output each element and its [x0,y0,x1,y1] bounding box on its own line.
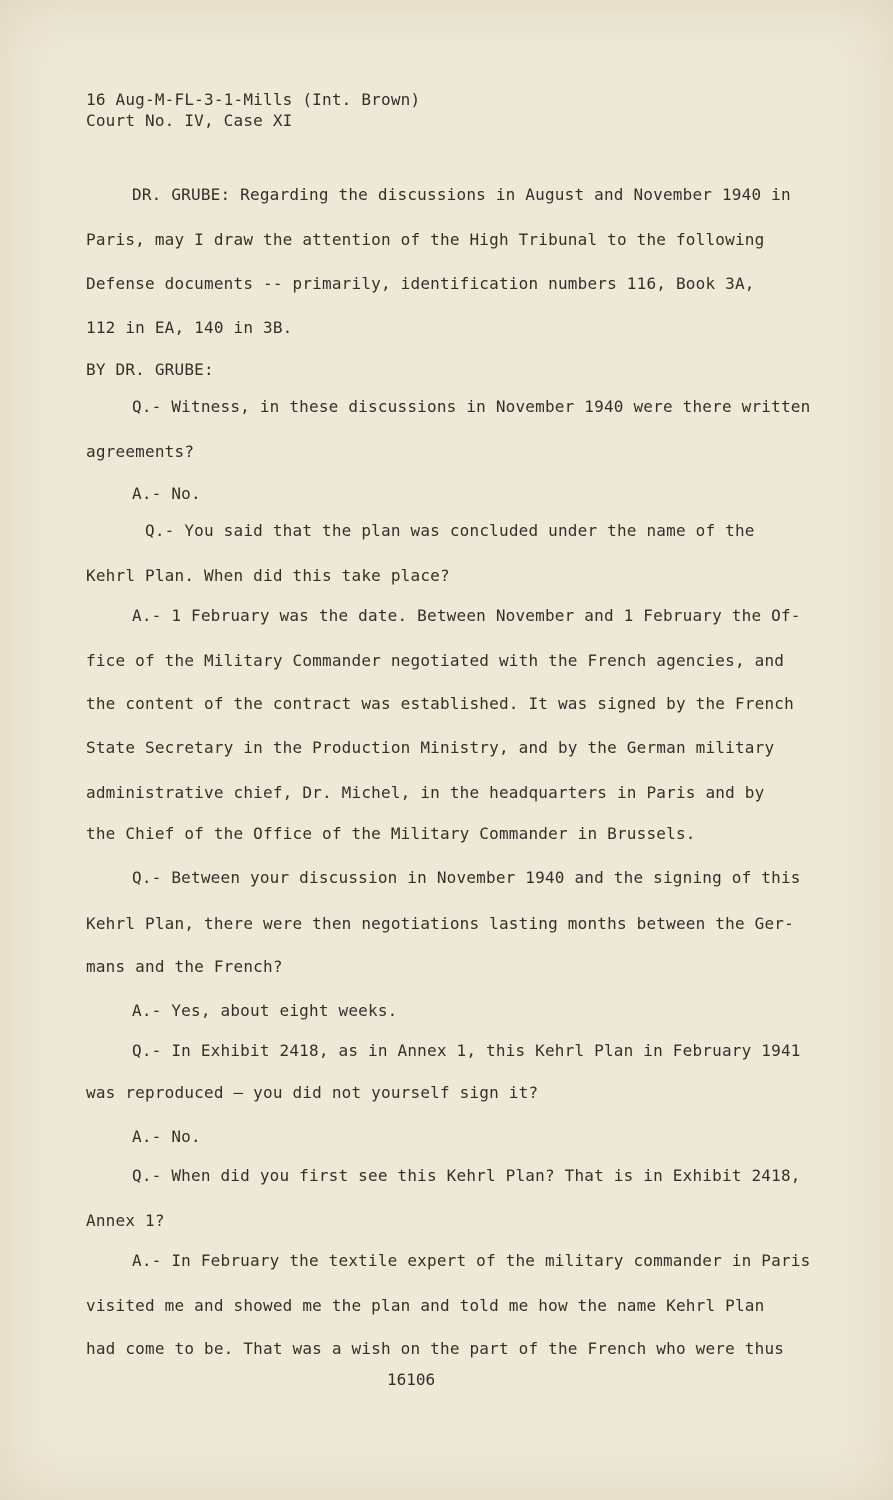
body-line: A.- No. [132,1127,201,1146]
body-line: Q.- Between your discussion in November 1940 and the signing of this [132,868,801,887]
body-line: Annex 1? [86,1211,165,1230]
body-line: agreements? [86,442,195,461]
body-line: A.- In February the textile expert of the military commander in Paris [132,1251,811,1270]
body-line: Paris, may I draw the attention of the High Tribunal to the following [86,230,765,249]
body-line: administrative chief, Dr. Michel, in the headquarters in Paris and by [86,783,765,802]
body-line: mans and the French? [86,957,283,976]
page-number: 16106 [387,1370,436,1389]
body-line: fice of the Military Commander negotiated with the French agencies, and [86,651,785,670]
body-line: A.- Yes, about eight weeks. [132,1001,398,1020]
body-line: DR. GRUBE: Regarding the discussions in August and November 1940 in [132,185,791,204]
header-line-1: 16 Aug-M-FL-3-1-Mills (Int. Brown) [86,90,421,109]
body-line: Defense documents -- primarily, identification numbers 116, Book 3A, [86,274,755,293]
body-line: had come to be. That was a wish on the part of the French who were thus [86,1339,785,1358]
examination-heading: BY DR. GRUBE: [86,360,214,379]
body-line: Q.- You said that the plan was concluded under the name of the [145,521,755,540]
body-line: Kehrl Plan. When did this take place? [86,566,450,585]
body-line: the Chief of the Office of the Military Commander in Brussels. [86,824,696,843]
body-line: visited me and showed me the plan and told me how the name Kehrl Plan [86,1296,765,1315]
body-line: Q.- In Exhibit 2418, as in Annex 1, this Kehrl Plan in February 1941 [132,1041,801,1060]
body-line: Q.- Witness, in these discussions in November 1940 were there written [132,397,811,416]
body-line: 112 in EA, 140 in 3B. [86,318,293,337]
body-line: A.- 1 February was the date. Between November and 1 February the Of- [132,606,801,625]
body-line: the content of the contract was established. It was signed by the French [86,694,794,713]
header-line-2: Court No. IV, Case XI [86,111,293,130]
body-line: A.- No. [132,484,201,503]
body-line: was reproduced — you did not yourself sign it? [86,1083,539,1102]
body-line: State Secretary in the Production Ministry, and by the German military [86,738,775,757]
body-line: Kehrl Plan, there were then negotiations lasting months between the Ger- [86,914,794,933]
body-line: Q.- When did you first see this Kehrl Plan? That is in Exhibit 2418, [132,1166,801,1185]
